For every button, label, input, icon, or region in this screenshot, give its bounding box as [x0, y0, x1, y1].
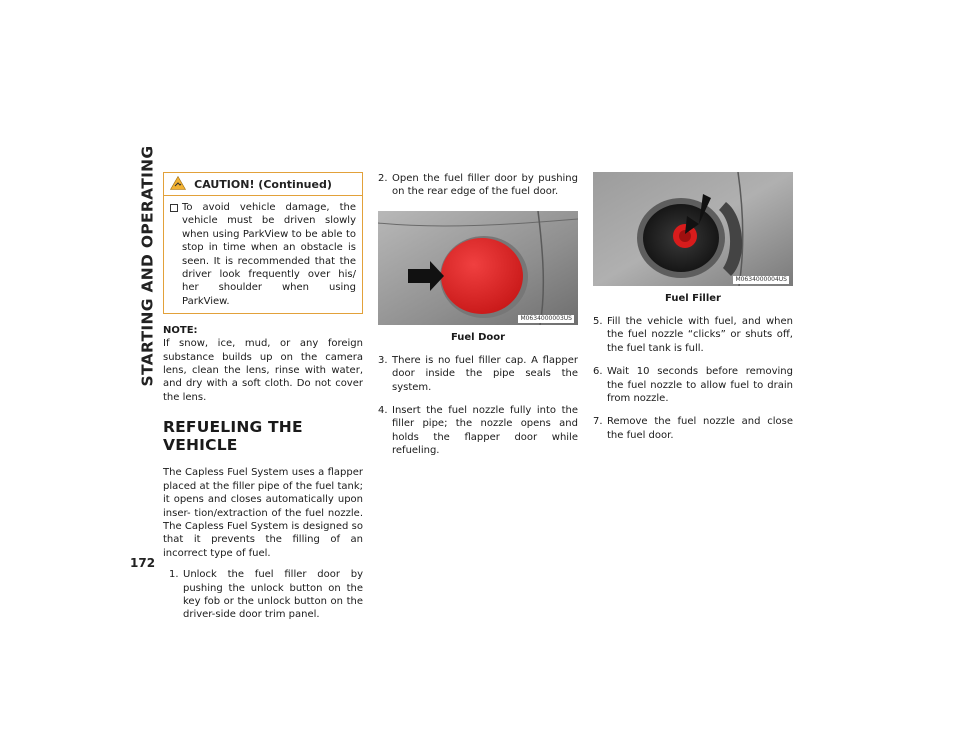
section-tab — [136, 145, 158, 387]
fuel-door-photo — [378, 211, 578, 325]
step-text: Remove the fuel nozzle and close the fuel door. — [607, 416, 793, 441]
step-item — [378, 172, 578, 199]
section-heading: REFUELING THE VEHICLE — [163, 418, 303, 455]
intro-paragraph: The Capless Fuel System uses a flapper placed at the filler pipe of the fuel tank; it opens and closes automatically upon inser- tion/extraction of the fuel nozzle. The Capless Fuel System is designed so that it prevents the filling of an incorrect type of fuel. — [163, 467, 363, 559]
step-item — [593, 415, 793, 442]
step-number: 1. — [169, 569, 179, 581]
step-text: Fill the vehicle with fuel, and when the fuel nozzle “clicks” or shuts off, the fuel tank is full. — [607, 316, 793, 354]
bullet-square-icon — [170, 204, 178, 212]
figure-code: M0634000003US — [520, 314, 572, 322]
figure-caption: Fuel Door — [450, 331, 506, 343]
column-right — [593, 172, 793, 442]
step-text: Wait 10 seconds before removing the fuel nozzle to allow fuel to drain from nozzle. — [607, 366, 793, 405]
fuel-door-highlight — [441, 238, 523, 314]
section-tab-label: STARTING AND OPERATING — [138, 145, 157, 387]
page-number: 172 — [130, 556, 156, 570]
step-text: Open the fuel filler door by pushing on the rear edge of the fuel door. — [392, 173, 578, 198]
warning-icon — [170, 176, 186, 190]
caution-text: To avoid vehicle damage, the vehicle must be driven slowly when using ParkView to be able to stop in time when an obstacle is seen. It is recommended that the driver look frequently over his/ her shoulder when using ParkView. — [182, 202, 356, 307]
step-number: 3. — [378, 354, 388, 366]
caution-title: CAUTION! (Continued) — [194, 177, 332, 191]
column-middle — [378, 172, 578, 458]
step-item — [163, 568, 363, 622]
step-item — [378, 404, 578, 458]
figure-caption: Fuel Filler — [665, 293, 721, 304]
fuel-filler-photo — [593, 172, 793, 286]
step-text: There is no fuel filler cap. A flapper door inside the pipe seals the system. — [392, 354, 578, 393]
step-number: 7. — [593, 416, 603, 428]
step-text: Insert the fuel nozzle fully into the filler pipe; the nozzle opens and holds the flapper door while refueling. — [392, 405, 578, 457]
figure-code: M0634000004US — [735, 276, 787, 283]
caution-body — [164, 196, 362, 313]
step-item — [378, 354, 578, 394]
step-item — [593, 365, 793, 405]
step-number: 4. — [378, 405, 388, 417]
note-label: NOTE: — [163, 325, 198, 337]
step-number: 2. — [378, 173, 388, 184]
step-item — [593, 315, 793, 355]
caution-box — [163, 172, 363, 314]
column-left — [163, 172, 363, 622]
note-text: If snow, ice, mud, or any foreign substance builds up on the camera lens, clean the lens, rinse with water, and dry with a soft cloth. Do not cover the lens. — [163, 338, 363, 403]
caution-header — [164, 173, 362, 196]
step-number: 6. — [593, 366, 603, 378]
fuel-filler-illustration — [593, 172, 793, 286]
fuel-door-illustration — [378, 211, 578, 325]
step-number: 5. — [593, 316, 603, 327]
step-text: Unlock the fuel filler door by pushing the unlock button on the key fob or the unlock button on the driver-side door trim panel. — [183, 569, 363, 621]
